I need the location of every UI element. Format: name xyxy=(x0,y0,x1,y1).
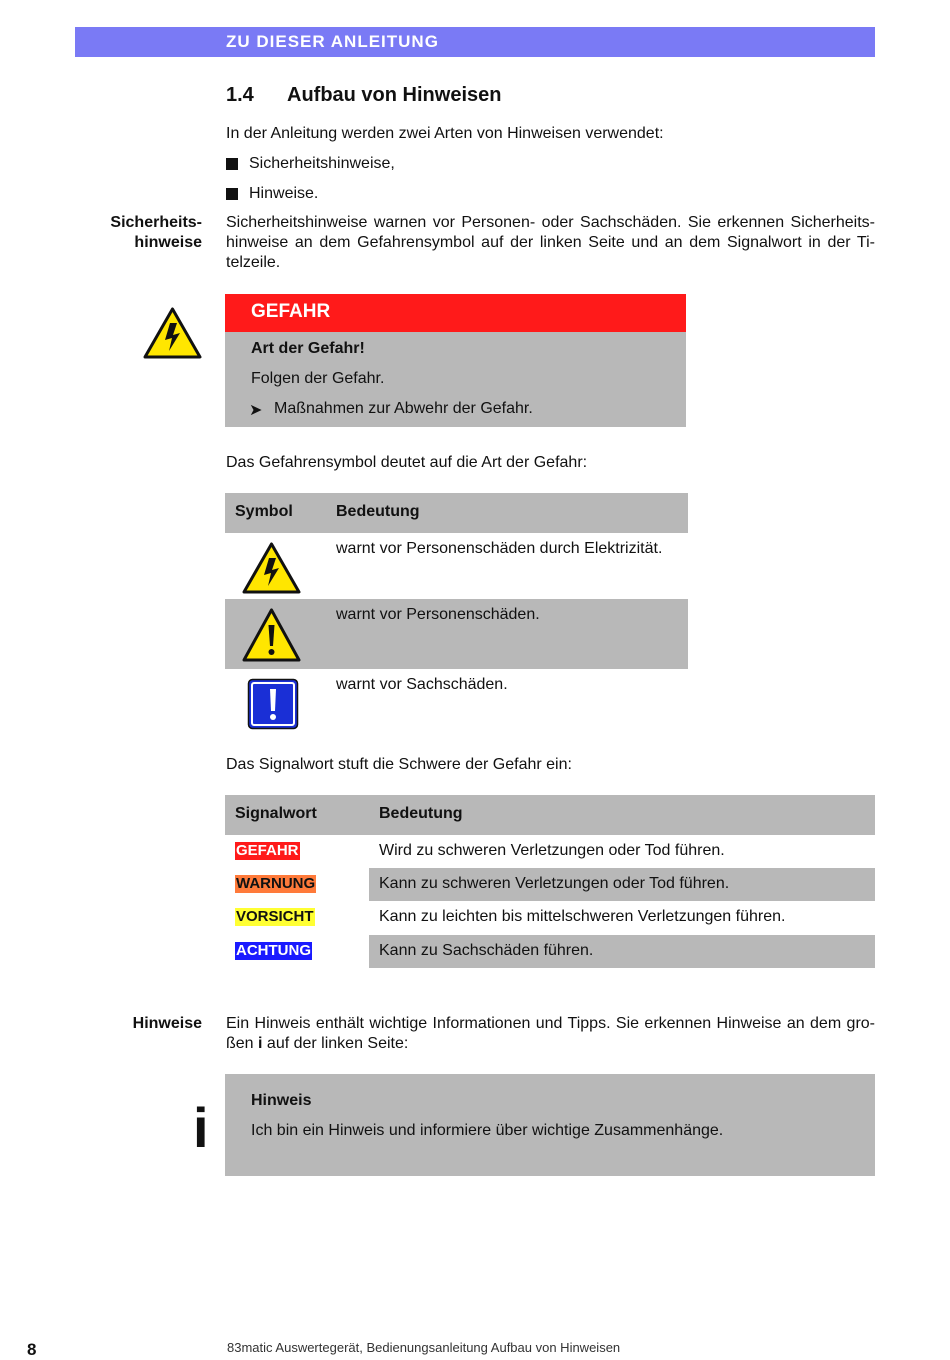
section-number: 1.4 xyxy=(226,84,254,106)
text-run: ßen xyxy=(226,1035,259,1052)
header-signal-word: Signalwort xyxy=(235,805,317,822)
signal-meaning: Kann zu Sachschäden führen. xyxy=(379,942,594,959)
signal-meaning: Wird zu schweren Verletzungen oder Tod führen. xyxy=(379,842,725,859)
danger-box-header xyxy=(225,294,686,332)
chapter-header-bar xyxy=(75,27,875,57)
side-label-line: hinweise xyxy=(134,234,202,251)
bullet-item-2: Hinweise. xyxy=(249,185,319,202)
danger-type: Art der Gefahr! xyxy=(251,340,365,357)
text-run: auf der linken Seite: xyxy=(262,1035,409,1052)
table-row xyxy=(225,935,875,968)
footer-text: 83matic Auswertegerät, Bedienungsanleitung Aufbau von Hinweisen xyxy=(227,1340,621,1355)
big-i-reference: i xyxy=(258,1035,263,1052)
signal-meaning: Kann zu leichten bis mittelschweren Verletzungen führen. xyxy=(379,908,786,925)
signal-word-vorsicht: VORSICHT xyxy=(236,908,314,925)
danger-example-box xyxy=(225,294,686,427)
bullet-square-icon xyxy=(226,158,238,170)
symbol-meaning: warnt vor Personenschäden durch Elektrizität. xyxy=(336,540,663,557)
symbol-intro: Das Gefahrensymbol deutet auf die Art der Gefahr: xyxy=(226,454,588,471)
danger-consequence: Folgen der Gefahr. xyxy=(251,370,385,387)
hint-example-box xyxy=(225,1074,875,1176)
hint-text: Ich bin ein Hinweis und informiere über wichtige Zusammenhänge. xyxy=(251,1122,724,1139)
symbol-meaning: warnt vor Sachschäden. xyxy=(336,676,508,693)
header-meaning: Bedeutung xyxy=(336,503,420,520)
table-row xyxy=(225,901,875,935)
bullet-item-1: Sicherheitshinweise, xyxy=(249,155,395,172)
electric-hazard-icon xyxy=(242,542,301,594)
signal-word-gefahr: GEFAHR xyxy=(236,842,299,859)
danger-measure: Maßnahmen zur Abwehr der Gefahr. xyxy=(274,400,533,417)
electric-hazard-icon xyxy=(143,307,202,359)
page-number: 8 xyxy=(27,1340,37,1359)
table-row xyxy=(225,868,875,901)
paragraph-line: hinweise an dem Gefahrensymbol auf der linken Seite und an dem Signalwort in der Ti- xyxy=(226,234,875,251)
side-label-notes: Hinweise xyxy=(132,1015,202,1032)
row-highlight xyxy=(369,868,875,901)
side-label-line: Sicherheits- xyxy=(110,214,202,231)
side-label-safety xyxy=(80,213,202,253)
signal-intro: Das Signalwort stuft die Schwere der Gefahr ein: xyxy=(226,756,572,773)
table-row xyxy=(225,533,688,599)
paragraph-line xyxy=(226,1034,875,1054)
paragraph-line: Sicherheitshinweise warnen vor Personen- oder Sachschäden. Sie erkennen Sicherheits- xyxy=(226,214,875,231)
table-row xyxy=(225,835,875,868)
property-damage-icon xyxy=(247,678,299,730)
safety-paragraph xyxy=(226,213,875,273)
signal-table-header xyxy=(225,795,875,835)
hint-title: Hinweis xyxy=(251,1092,312,1109)
danger-signal-word: GEFAHR xyxy=(251,301,331,322)
signal-meaning: Kann zu schweren Verletzungen oder Tod führen. xyxy=(379,875,730,892)
notes-paragraph xyxy=(226,1014,875,1054)
symbol-table-header xyxy=(225,493,688,533)
arrow-right-icon: ➤ xyxy=(249,402,263,419)
signal-word-warnung: WARNUNG xyxy=(236,875,316,892)
general-warning-icon xyxy=(242,608,301,662)
intro-text: In der Anleitung werden zwei Arten von Hinweisen verwendet: xyxy=(226,125,664,142)
table-row xyxy=(225,599,688,669)
header-meaning: Bedeutung xyxy=(379,805,463,822)
symbol-meaning: warnt vor Personenschäden. xyxy=(336,606,540,623)
section-title: Aufbau von Hinweisen xyxy=(287,84,502,106)
paragraph-line: Ein Hinweis enthält wichtige Informationen und Tipps. Sie erkennen Hinweise an dem gro- xyxy=(226,1015,875,1032)
signal-word-achtung: ACHTUNG xyxy=(236,942,311,959)
row-highlight xyxy=(369,935,875,968)
table-row xyxy=(225,669,688,735)
chapter-title: ZU DIESER ANLEITUNG xyxy=(226,32,439,51)
info-icon: i xyxy=(193,1096,209,1159)
paragraph-line: telzeile. xyxy=(226,254,281,271)
header-symbol: Symbol xyxy=(235,503,293,520)
bullet-square-icon xyxy=(226,188,238,200)
